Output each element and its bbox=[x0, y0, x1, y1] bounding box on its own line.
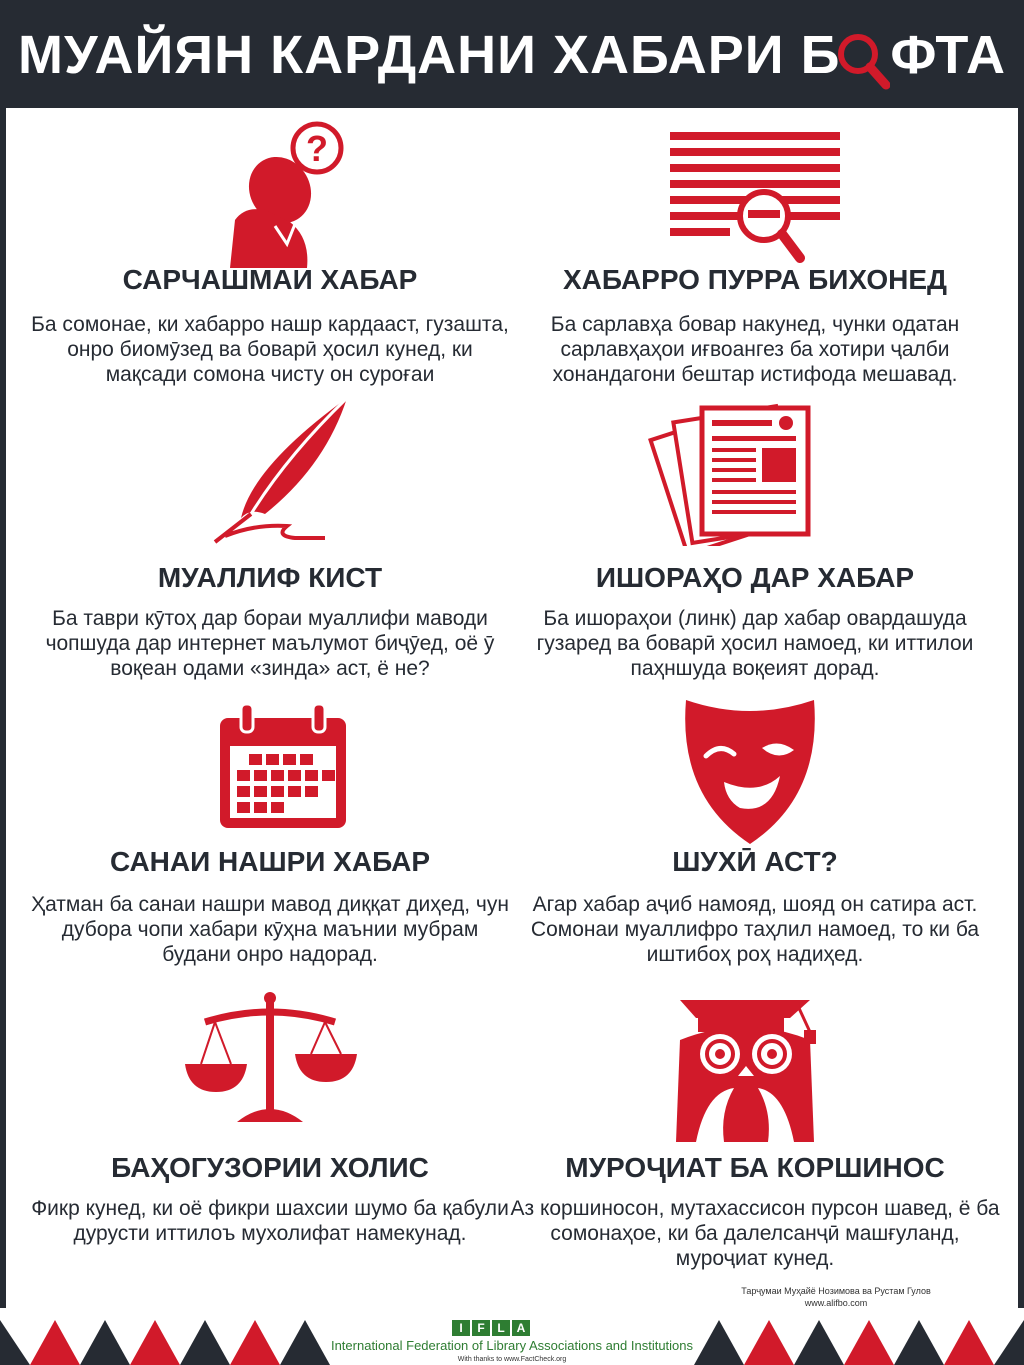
website-link[interactable]: www.alifbo.com bbox=[804, 1298, 868, 1308]
ifla-logo bbox=[452, 1320, 530, 1336]
tip-text: Фикр кунед, ки оё фикри шахсии шумо ба қабули дурусти иттилоъ мухолифат намекунад. bbox=[31, 1197, 509, 1245]
translation-credit bbox=[686, 1285, 986, 1309]
tip-text: Ба таври кӯтоҳ дар бораи муаллифи маводи чопшуда дар интернет маълумот биҷӯед, оё ӯ воқеан одами «зинда» аст, ё не? bbox=[45, 607, 495, 680]
tip-heading: ИШОРАҲО ДАР ХАБАР bbox=[595, 562, 915, 593]
page-title-start: МУАЙЯН КАРДАНИ ХАБАРИ Б bbox=[17, 25, 841, 85]
logo-letter: L bbox=[492, 1320, 510, 1336]
tip-text: Ба ишораҳои (линк) дар хабар овардашуда гузаред ва боварӣ ҳосил намоед, ки иттилои паҳншуда воқеият дорад. bbox=[536, 607, 974, 680]
page-title-end: ФТА bbox=[890, 25, 1007, 85]
logo-letter: F bbox=[472, 1320, 490, 1336]
documents-icon bbox=[510, 396, 1000, 546]
tip-heading: МУРОҶИАТ БА КОРШИНОС bbox=[565, 1152, 945, 1183]
text-magnifier-icon bbox=[510, 118, 1000, 268]
organization-name: International Federation of Library Associations and Institutions bbox=[330, 1338, 694, 1353]
tip-text: Аз коршиносон, мутахассисон пурсон шавед, ё ба сомонаҳое, ки ба далелсанҷӣ машғуланд, муроҷиат кунед. bbox=[510, 1197, 1000, 1270]
scales-icon bbox=[25, 992, 515, 1142]
tip-heading: ШУХӢ АСТ? bbox=[672, 846, 838, 877]
tip-heading: САРЧАШМАИ ХАБАР bbox=[122, 264, 418, 295]
calendar-icon bbox=[25, 696, 515, 846]
tip-heading: САНАИ НАШРИ ХАБАР bbox=[109, 846, 431, 877]
magnifier-icon bbox=[836, 30, 890, 90]
thanks-line: With thanks to www.FactCheck.org bbox=[457, 1356, 567, 1363]
tip-text: Агар хабар аҷиб намояд, шояд он сатира аст. Сомонаи муаллифро таҳлил намоед, то ки ба иштибоҳ роҳ надиҳед. bbox=[530, 893, 980, 966]
owl-graduate-icon bbox=[510, 992, 1000, 1142]
translators-line: Тарҷумаи Муҳайё Нозимова ва Рустам Гулов bbox=[741, 1286, 931, 1296]
right-border bbox=[1018, 108, 1024, 1308]
tip-text: Ба сарлавҳа бовар накунед, чунки одатан сарлавҳаҳои иғвоангез ба хотири ҷалби хонандагони бештар истифода мешавад. bbox=[550, 313, 960, 386]
feather-pen-icon bbox=[25, 396, 515, 546]
tip-heading: МУАЛЛИФ КИСТ bbox=[157, 562, 383, 593]
tip-text: Ҳатман ба санаи нашри мавод диққат диҳед, чун дубора чопи хабари кӯҳна маънии мубрам будани онро надорад. bbox=[31, 893, 509, 966]
tip-heading: БАҲОГУЗОРИИ ХОЛИС bbox=[111, 1152, 429, 1183]
person-question-icon bbox=[25, 118, 515, 268]
tip-heading: ХАБАРРО ПУРРА БИХОНЕД bbox=[563, 264, 947, 295]
tip-text: Ба сомонае, ки хабарро нашр кардааст, гузашта, онро биомӯзед ва боварӣ ҳосил кунед, ки мақсади сомона чисту он суроғаи bbox=[31, 313, 509, 386]
left-border bbox=[0, 108, 6, 1308]
logo-letter: I bbox=[452, 1320, 470, 1336]
laughing-mask-icon bbox=[510, 696, 1000, 846]
svg-text:?: ? bbox=[306, 128, 328, 169]
logo-letter: A bbox=[512, 1320, 530, 1336]
